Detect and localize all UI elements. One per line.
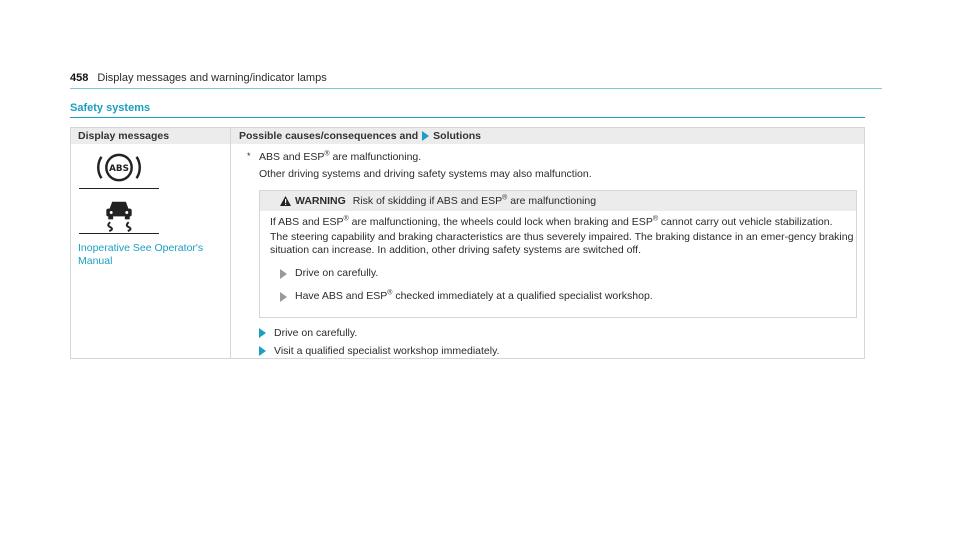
column-divider	[230, 128, 231, 358]
registered-mark: ®	[324, 150, 330, 158]
warning-header	[260, 191, 856, 211]
solution-step-1	[259, 327, 357, 339]
column-header-causes-solutions	[239, 130, 481, 142]
warning-step-1-text: Drive on carefully.	[295, 267, 379, 279]
warning-step-2-b: checked immediately at a qualified specialist workshop.	[395, 290, 653, 302]
icon-caption: Inoperative See Operator's Manual	[78, 242, 204, 267]
section-divider	[70, 117, 865, 118]
registered-mark: ®	[502, 194, 508, 202]
column-header-display-messages: Display messages	[78, 130, 170, 142]
warning-step-2	[270, 290, 856, 303]
warning-body	[260, 211, 856, 303]
warning-step-1	[270, 267, 856, 280]
solution-step-2	[259, 345, 499, 357]
warning-label: WARNING	[295, 195, 346, 207]
column-header-suffix: Solutions	[433, 130, 482, 142]
cause-line-2: Other driving systems and driving safety systems may also malfunction.	[259, 168, 592, 180]
solution-step-1-text: Drive on carefully.	[274, 327, 358, 339]
registered-mark: ®	[343, 215, 349, 223]
warning-triangle-icon	[280, 196, 291, 206]
warning-step-2-text	[295, 290, 653, 303]
page-number: 458	[70, 72, 89, 84]
section-title: Safety systems	[70, 102, 151, 114]
footnote-asterisk: *	[247, 151, 251, 161]
cause-text	[247, 150, 592, 181]
arrow-right-icon	[280, 269, 287, 279]
warning-paragraph-1	[270, 216, 856, 229]
warning-p1-a: If ABS and ESP	[270, 216, 344, 228]
page-header-title: Display messages and warning/indicator lamps	[97, 72, 327, 84]
arrow-right-icon	[259, 346, 266, 356]
header-divider	[70, 88, 882, 89]
warning-p1-b: are malfunctioning, the wheels could lock when braking and ESP	[351, 216, 653, 228]
registered-mark: ®	[652, 215, 658, 223]
esp-skid-car-icon	[79, 192, 159, 234]
svg-text:ABS: ABS	[109, 163, 129, 174]
arrow-right-icon	[422, 131, 429, 141]
abs-warning-icon	[79, 149, 159, 189]
column-header-prefix: Possible causes/consequences and	[239, 130, 419, 142]
registered-mark: ®	[387, 289, 393, 297]
warning-paragraph-2: The steering capability and braking characteristics are thus severely impaired. The braking distance in an emer-gency braking situation can increase. In addition, other driving safety systems are switched off.	[270, 231, 854, 256]
cause-line-1	[251, 150, 592, 164]
warning-title-end: are malfunctioning	[510, 195, 597, 207]
warning-title	[353, 195, 596, 207]
warning-p1-c: cannot carry out vehicle stabilization.	[660, 216, 833, 228]
display-messages-table	[70, 127, 865, 359]
warning-step-2-a: Have ABS and ESP	[295, 290, 388, 302]
arrow-right-icon	[259, 328, 266, 338]
warning-box	[259, 190, 857, 318]
page-header	[70, 72, 327, 84]
cause-line-1-start: ABS and ESP	[259, 151, 325, 163]
arrow-right-icon	[280, 292, 287, 302]
warning-title-start: Risk of skidding if ABS and ESP	[352, 195, 503, 207]
solution-step-2-text: Visit a qualified specialist workshop immediately.	[274, 345, 500, 357]
table-header-row	[71, 128, 864, 144]
cause-line-1-end: are malfunctioning.	[332, 151, 422, 163]
